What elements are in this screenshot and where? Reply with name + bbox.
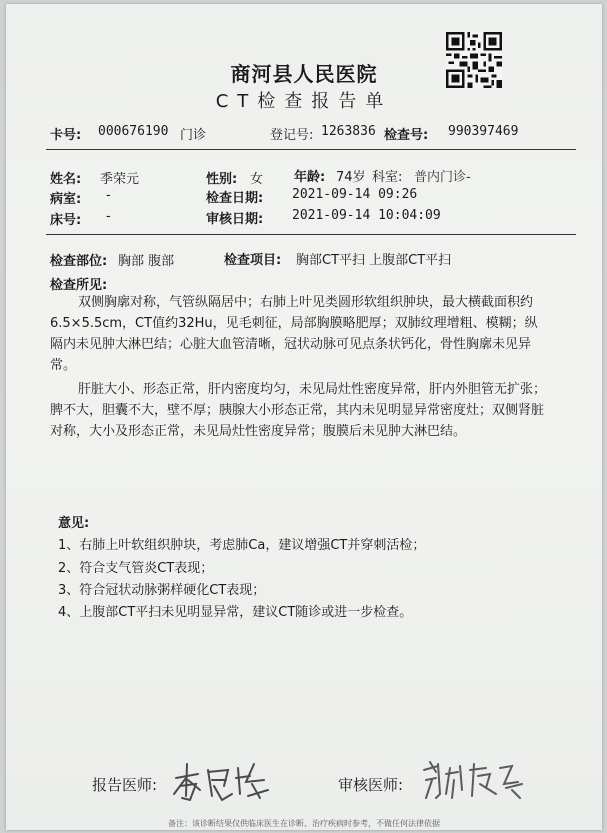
card-value: 000676190 — [98, 124, 169, 139]
exam-no-label: 检查号: — [384, 128, 429, 143]
reg-value: 1263836 — [321, 124, 376, 139]
opinion-label: 意见: — [58, 516, 90, 531]
findings-chest: 双侧胸廓对称，气管纵隔居中；右肺上叶见类圆形软组织肿块，最大横截面积约6.5×5.5cm，CT值约32Hu，见毛刺征，局部胸膜略肥厚；双肺纹理增粗、模糊；纵隔内未见肿大淋巴结；心脏大血管清晰，冠状动脉可见点条状钙化，骨性胸廓未见异常。 — [50, 295, 538, 373]
card-label: 卡号: — [50, 128, 82, 143]
hospital-name: 商河县人民医院 — [230, 62, 378, 86]
opinion-item-2: 2、符合支气管炎CT表现； — [58, 561, 214, 576]
exam-no-value: 990397469 — [448, 124, 519, 139]
report-title: CT检查报告单 — [215, 91, 393, 112]
exam-item-value: 胸部CT平扫 上腹部CT平扫 — [296, 253, 452, 268]
opinion-item-4: 4、上腹部CT平扫未见明显异常，建议CT随诊或进一步检查。 — [58, 605, 413, 620]
reg-label: 登记号: — [270, 128, 314, 143]
card-dept: 门诊 — [180, 128, 207, 143]
review-date-label: 审核日期: — [206, 212, 264, 227]
opinion-item-3: 3、符合冠状动脉粥样硬化CT表现； — [58, 583, 266, 598]
dept-label: 科室: — [372, 170, 403, 185]
reporter-signature — [168, 756, 288, 806]
exam-part-label: 检查部位: — [50, 254, 108, 269]
bed-label: 床号: — [50, 213, 82, 228]
reviewer-signature — [416, 754, 536, 804]
age-label: 年龄: — [294, 170, 326, 185]
bed-value: - — [106, 209, 111, 224]
reporter-label: 报告医师: — [92, 776, 158, 794]
name-value: 季荣元 — [100, 172, 140, 187]
exam-part-value: 胸部 腹部 — [118, 254, 175, 269]
divider-top — [46, 149, 576, 150]
reviewer-label: 审核医师: — [338, 776, 404, 794]
findings-label: 检查所见: — [50, 278, 108, 293]
exam-item-label: 检查项目: — [224, 253, 282, 268]
opinion-item-1: 1、右肺上叶软组织肿块，考虑肺Ca，建议增强CT并穿刺活检； — [58, 538, 426, 553]
ward-label: 病室: — [50, 192, 82, 207]
report-paper — [6, 4, 602, 830]
name-label: 姓名: — [50, 172, 82, 187]
footer-note: 备注：该诊断结果仅供临床医生在诊断、治疗疾病时参考，不做任何法律依据 — [168, 819, 440, 828]
findings-abdomen: 肝脏大小、形态正常，肝内密度均匀，未见局灶性密度异常，肝内外胆管无扩张；脾不大，胆囊不大，壁不厚；胰腺大小形态正常，其内未见明显异常密度灶；双侧肾脏对称，大小及形态正常，未见局灶性密度异常；腹膜后未见肿大淋巴结。 — [50, 382, 547, 439]
exam-date-value: 2021-09-14 09:26 — [292, 187, 418, 202]
review-date-value: 2021-09-14 10:04:09 — [292, 208, 441, 223]
exam-date-label: 检查日期: — [206, 191, 264, 206]
divider-mid — [46, 234, 576, 235]
age-value: 74岁 — [336, 170, 366, 185]
ward-value: - — [106, 188, 111, 203]
sex-value: 女 — [250, 172, 264, 187]
sex-label: 性别: — [206, 172, 238, 187]
dept-value: 普内门诊- — [414, 170, 471, 185]
